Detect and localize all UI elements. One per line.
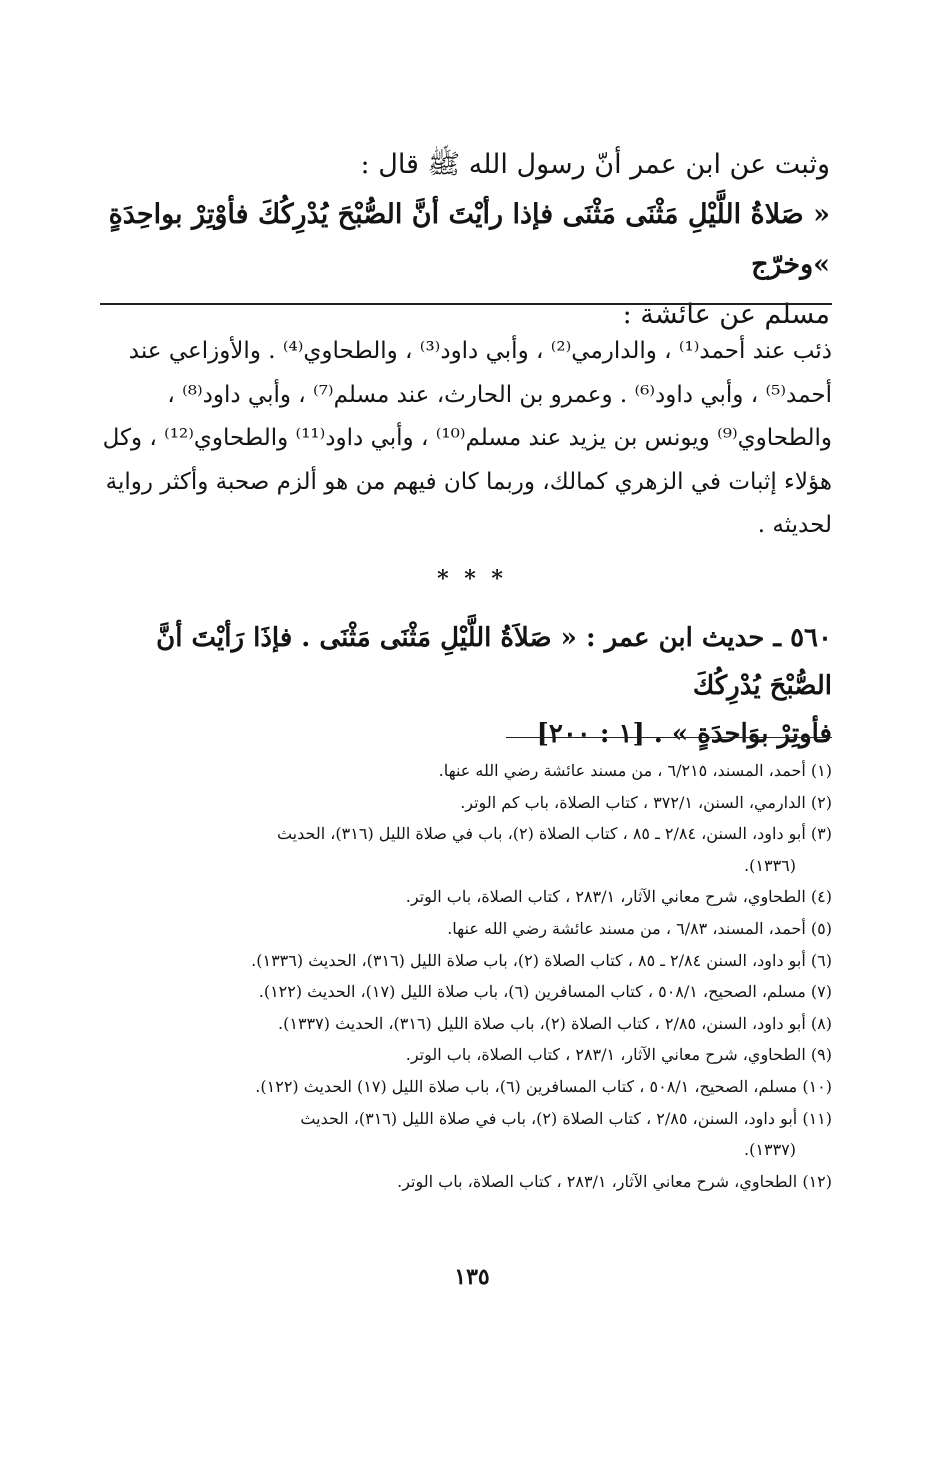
hadith-quote-line: « صَلاةُ اللَّيْلِ مَثْنَى مَثْنَى فإذا رأيْتَ أنَّ الصُّبْحَ يُدْرِكُكَ فأوْتِرْ بواحِدَةٍ »وخرّج <box>108 199 830 280</box>
opening-text <box>100 140 830 340</box>
footnote-continuation: (١٣٣٧). <box>744 1140 796 1160</box>
footnote: (١) أحمد، المسند، ٦/٢١٥ ، من مسند عائشة رضي الله عنها. <box>438 761 832 780</box>
footnote: (٧) مسلم، الصحيح، ٥٠٨/١ ، كتاب المسافرين (٦)، باب صلاة الليل (١٧)، الحديث (١٢٢). <box>258 982 832 1002</box>
section-separator: * * * <box>437 566 507 592</box>
footnote: (٦) أبو داود، السنن ٢/٨٤ ـ ٨٥ ، كتاب الصلاة (٢)، باب صلاة الليل (٣١٦)، الحديث (١٣٣٦). <box>251 950 832 970</box>
footnote: (١١) أبو داود، السنن، ٢/٨٥ ، كتاب الصلاة (٢)، باب في صلاة الليل (٣١٦)، الحديث <box>300 1108 832 1128</box>
paragraph-line: أحمد⁽⁵⁾ ، وأبي داود⁽⁶⁾ . وعمرو بن الحارث، عند مسلم⁽⁷⁾ ، وأبي داود⁽⁸⁾ ، <box>167 381 832 408</box>
footnote-continuation: (١٣٣٦). <box>744 855 796 875</box>
footnote: (٣) أبو داود، السنن، ٢/٨٤ ـ ٨٥ ، كتاب الصلاة (٢)، باب في صلاة الليل (٣١٦)، الحديث <box>276 824 832 844</box>
page-number: ١٣٥ <box>454 1264 490 1290</box>
footnote: (٥) أحمد، المسند، ٦/٨٣ ، من مسند عائشة رضي الله عنها. <box>447 918 832 938</box>
footnote: (١٠) مسلم، الصحيح، ٥٠٨/١ ، كتاب المسافرين (٦)، باب صلاة الليل (١٧) الحديث (١٢٢). <box>255 1076 832 1096</box>
footnotes-divider-rule <box>506 737 832 738</box>
entry-line: ٥٦٠ ـ حديث ابن عمر : « صَلاَةُ اللَّيْلِ مَثْنَى مَثْنَى . فإذَا رَأيْتَ أنَّ الصُّبْحَ يُدْرِكُكَ <box>156 623 832 701</box>
footnote: (٤) الطحاوي، شرح معاني الآثار، ٢٨٣/١ ، كتاب الصلاة، باب الوتر. <box>405 887 832 907</box>
narrators-paragraph <box>100 330 832 548</box>
footnote: (٩) الطحاوي، شرح معاني الآثار، ٢٨٣/١ ، كتاب الصلاة، باب الوتر. <box>405 1045 832 1065</box>
main-divider-rule <box>100 303 832 305</box>
footnotes-list <box>100 755 832 1197</box>
footnote: (١٢) الطحاوي، شرح معاني الآثار، ٢٨٣/١ ، كتاب الصلاة، باب الوتر. <box>397 1171 832 1191</box>
paragraph-line: هؤلاء إثبات في الزهري كمالك، وربما كان فيهم من هو ألزم صحبة وأكثر رواية <box>105 468 832 495</box>
entry-line: فأوتِرْ بوَاحدَةٍ » . [١ : ٢٠٠] <box>536 719 832 749</box>
footnote: (٢) الدارمي، السنن، ٣٧٢/١ ، كتاب الصلاة، باب كم الوتر. <box>460 792 832 812</box>
opening-outro-line: مسلم عن عائشة : <box>622 299 830 330</box>
paragraph-line: ذئب عند أحمد⁽¹⁾ ، والدارمي⁽²⁾ ، وأبي داود⁽³⁾ ، والطحاوي⁽⁴⁾ . والأوزاعي عند <box>128 338 832 364</box>
footnote: (٨) أبو داود، السنن، ٢/٨٥ ، كتاب الصلاة (٢)، باب صلاة الليل (٣١٦)، الحديث (١٣٣٧). <box>278 1013 832 1033</box>
paragraph-line: والطحاوي⁽⁹⁾ ويونس بن يزيد عند مسلم⁽¹⁰⁾ ، وأبي داود⁽¹¹⁾ والطحاوي⁽¹²⁾ ، وكل <box>102 425 832 451</box>
opening-intro-line: وثبت عن ابن عمر أنّ رسول الله ﷺ قال : <box>360 149 830 180</box>
paragraph-line: لحديثه . <box>757 512 832 538</box>
